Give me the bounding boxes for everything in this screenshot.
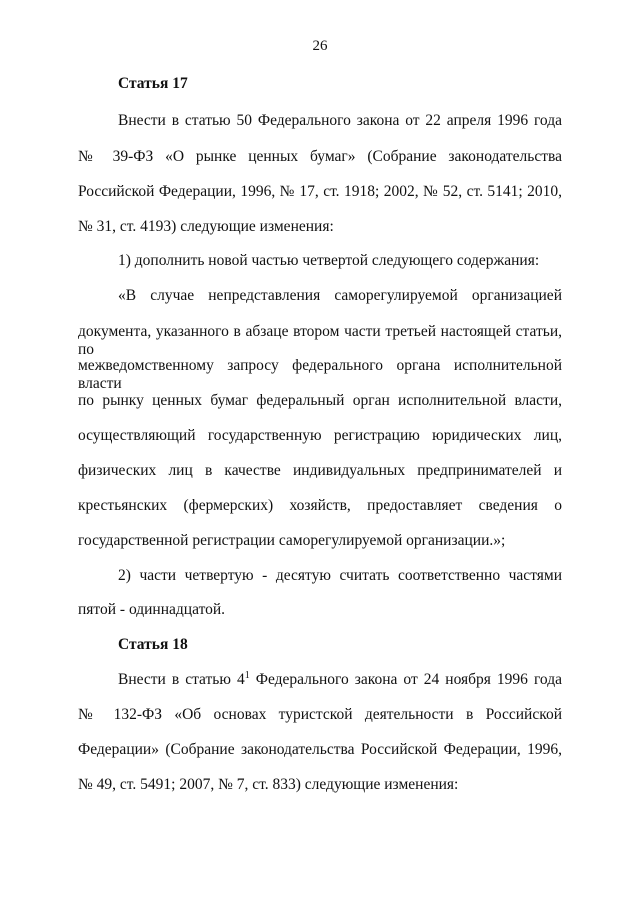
article-17-intro-line-2: № 39-ФЗ «О рынке ценных бумаг» (Собрание законодательства [78,148,562,165]
quote-line-6: физических лиц в качестве индивидуальных предпринимателей и [78,462,562,479]
quote-line-1: «В случае непредставления саморегулируемой организацией [118,287,562,304]
article-18-intro-line-2: № 132-ФЗ «Об основах туристской деятельности в Российской [78,706,562,723]
article-18-heading: Статья 18 [118,636,188,653]
page-number: 26 [312,38,328,54]
quote-line-8: государственной регистрации саморегулируемой организации.»; [78,532,506,549]
article-17-intro-line-1: Внести в статью 50 Федерального закона от 22 апреля 1996 года [118,112,562,129]
quote-line-2: документа, указанного в абзаце втором части третьей настоящей статьи, по [78,323,562,358]
quote-line-4: по рынку ценных бумаг федеральный орган исполнительной власти, [78,392,562,409]
article-17-heading: Статья 17 [118,75,188,92]
quote-line-7: крестьянских (фермерских) хозяйств, предоставляет сведения о [78,497,562,514]
article-18-intro-before: Внести в статью 4 [118,671,245,688]
article-18-intro-line-1 [118,671,562,689]
article-18-superscript: 1 [244,670,250,681]
article-17-item-2-line-2: пятой - одиннадцатой. [78,601,226,618]
article-17-intro-line-4: № 31, ст. 4193) следующие изменения: [78,218,334,235]
article-17-item-2-line-1: 2) части четвертую - десятую считать соответственно частями [118,567,562,584]
article-18-intro-after: Федерального закона от 24 ноября 1996 года [249,671,562,688]
quote-line-3: межведомственному запросу федерального органа исполнительной власти [78,357,562,392]
article-18-intro-line-3: Федерации» (Собрание законодательства Российской Федерации, 1996, [78,741,562,758]
quote-line-5: осуществляющий государственную регистрацию юридических лиц, [78,427,562,444]
article-18-intro-line-4: № 49, ст. 5491; 2007, № 7, ст. 833) следующие изменения: [78,776,459,793]
article-17-intro-line-3: Российской Федерации, 1996, № 17, ст. 1918; 2002, № 52, ст. 5141; 2010, [78,183,562,200]
article-17-item-1: 1) дополнить новой частью четвертой следующего содержания: [118,252,540,269]
